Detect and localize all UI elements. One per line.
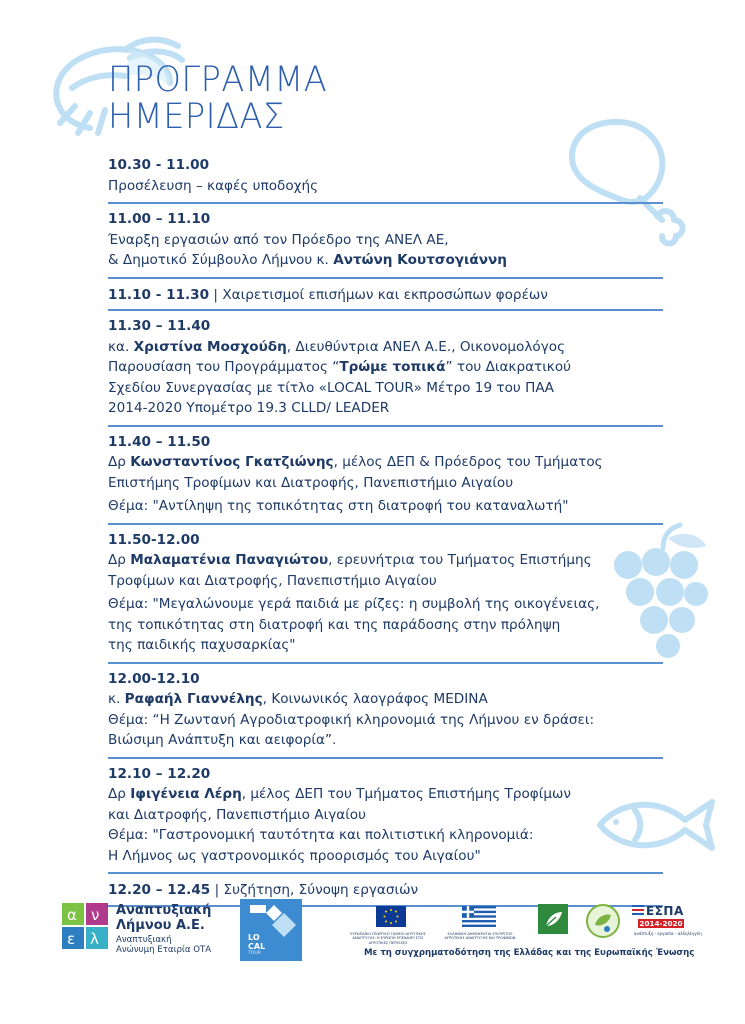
anel-name: [116, 903, 211, 955]
anel-subtitle-2: Ανώνυμη Εταιρία ΟΤΑ: [116, 945, 212, 955]
greek-ministry-caption: ΕΛΛΗΝΙΚΗ ΔΗΜΟΚΡΑΤΙΑ ΥΠΟΥΡΓΕΙΟ ΑΓΡΟΤΙΚΗΣ ΑΝΑΠΤΥΞΗΣ ΚΑΙ ΤΡΟΦΙΜΩΝ: [444, 932, 516, 941]
text-part: κ.: [108, 691, 125, 707]
item-time: 12.10 – 12.20: [108, 765, 211, 782]
anel-name-line-2: Λήμνου Α.Ε.: [116, 918, 205, 933]
local-tour-text: LO CAL: [248, 933, 266, 951]
item-topic: Θέμα: "Γαστρονομική ταυτότητα και πολιτιστική κληρονομιά:: [108, 827, 534, 843]
item-time: 11.40 – 11.50: [108, 433, 211, 450]
text-part: κα.: [108, 338, 134, 355]
item-topic: της τοπικότητας στη διατροφή και της παράδοσης στην πρόληψη: [108, 616, 561, 633]
text-part: , Κοινωνικός λαογράφος MEDINA: [262, 691, 488, 707]
item-topic: της παιδικής παχυσαρκίας": [108, 637, 296, 653]
title-line-2: ΗΜΕΡΙΔΑΣ: [108, 97, 285, 137]
speaker-name: Χριστίνα Μοσχούδη: [133, 338, 287, 355]
page-title: [108, 62, 327, 136]
cofinance-statement: Με τη συγχρηματοδότηση της Ελλάδας και της Ευρωπαϊκής Ένωσης: [364, 948, 695, 958]
program-item: [108, 204, 663, 279]
item-time: 11.10 - 11.30: [108, 286, 210, 303]
item-text: Προσέλευση – καφές υποδοχής: [108, 177, 319, 194]
anel-subtitle-1: Αναπτυξιακή: [116, 935, 172, 945]
greek-flag-icon: [462, 906, 496, 927]
item-text: Έναρξη εργασιών από τον Πρόεδρο της ΑΝΕΛ ΑΕ,: [108, 231, 449, 248]
speaker-name: Ραφαήλ Γιαννέλης: [124, 691, 263, 707]
text-part: Παρουσίαση του Προγράμματος “: [108, 359, 340, 375]
espa-subtitle: ανάπτυξη - εργασία - αλληλεγγύη: [634, 931, 702, 936]
text-part: Δρ: [108, 454, 131, 470]
item-description: Χαιρετισμοί επισήμων και εκπροσώπων φορέων: [222, 286, 548, 303]
text-part: ” του Διακρατικού: [445, 359, 572, 375]
eu-caption: ΕΥΡΩΠΑΪΚΟ ΓΕΩΡΓΙΚΟ ΤΑΜΕΙΟ ΑΓΡΟΤΙΚΗΣ ΑΝΑΠΤΥΞΗΣ: Η ΕΥΡΩΠΗ ΕΠΕΝΔΥΕΙ ΣΤΙΣ ΑΓΡΟΤΙΚΕΣ ΠΕΡΙΟΧΕΣ: [350, 932, 426, 945]
item-text: [108, 337, 663, 358]
item-text: Τροφίμων και Διατροφής, Πανεπιστήμιο Αιγαίου: [108, 572, 437, 589]
item-text: [108, 452, 663, 473]
footer-logos: [0, 895, 745, 1015]
item-topic: Θέμα: “Η Ζωντανή Αγροδιατροφική κληρονομιά της Λήμνου εν δράσει:: [108, 711, 595, 728]
espa-title: ΕΣΠΑ: [646, 904, 684, 918]
item-topic: Θέμα: "Μεγαλώνουμε γερά παιδιά με ρίζες: η συμβολή της οικογένειας,: [108, 596, 600, 612]
item-text: [108, 285, 663, 306]
item-text: [108, 357, 663, 378]
item-text: και Διατροφής, Πανεπιστήμιο Αιγαίου: [108, 806, 366, 823]
espa-stripes-icon: [632, 904, 646, 918]
svg-text:ε: ε: [67, 930, 76, 948]
item-text: Επιστήμης Τροφίμων και Διατροφής, Πανεπιστήμιο Αιγαίου: [108, 474, 514, 491]
item-text: [108, 550, 663, 571]
item-text: [108, 250, 663, 271]
speaker-name: Ιφιγένεια Λέρη: [130, 786, 242, 802]
program-item: [108, 664, 663, 759]
program-item: [108, 427, 663, 525]
leader-logo-icon: [538, 904, 568, 934]
item-time: 11.50-12.00: [108, 531, 200, 548]
title-line-1: ΠΡΟΓΡΑΜΜΑ: [108, 60, 328, 100]
item-topic: Θέμα: "Αντίληψη της τοπικότητας στη διατροφή του καταναλωτή": [108, 498, 569, 514]
item-time: 12.20 – 12.45: [108, 882, 211, 898]
text-part: Δρ: [108, 552, 131, 568]
espa-logo: [632, 904, 702, 938]
program-item: [108, 150, 663, 204]
text-part: & Δημοτικό Σύμβουλο Λήμνου κ.: [108, 252, 334, 268]
item-time: 12.00-12.10: [108, 670, 200, 687]
item-text: [108, 784, 663, 805]
local-tour-logo: [240, 899, 302, 961]
program-item: [108, 311, 663, 427]
espa-years: 2014-2020: [639, 919, 683, 928]
separator: |: [210, 882, 224, 898]
item-text: [108, 689, 663, 710]
program-item: [108, 525, 663, 664]
item-time: 11.00 – 11.10: [108, 211, 211, 227]
program-list: [108, 150, 663, 907]
text-part: , Διευθύντρια ΑΝΕΛ Α.Ε., Οικονομολόγος: [286, 338, 566, 355]
svg-text:α: α: [67, 906, 77, 924]
svg-text:ν: ν: [91, 906, 100, 924]
item-time: 10.30 - 11.00: [108, 157, 210, 173]
local-development-badge-icon: [585, 903, 621, 939]
speaker-name: Κωνσταντίνος Γκατζιώνης: [130, 454, 334, 470]
text-part: , ερευνήτρια του Τμήματος Επιστήμης: [328, 552, 592, 568]
anel-logo-icon: [62, 903, 108, 949]
text-part: , μέλος ΔΕΠ του Τμήματος Επιστήμης Τροφίμων: [241, 786, 571, 802]
program-name: Τρώμε τοπικά: [339, 359, 446, 375]
separator: |: [209, 286, 223, 303]
text-part: Δρ: [108, 786, 131, 802]
speaker-name: Αντώνη Κουτσογιάννη: [333, 252, 507, 268]
item-text: 2014-2020 Υπομέτρο 19.3 CLLD/ LEADER: [108, 400, 390, 416]
svg-text:λ: λ: [90, 930, 99, 948]
eu-flag-icon: [376, 906, 406, 927]
item-text: Σχεδίου Συνεργασίας με τίτλο «LOCAL TOUR» Μέτρο 19 του ΠΑΑ: [108, 379, 554, 396]
speaker-name: Μαλαματένια Παναγιώτου: [130, 552, 329, 568]
item-topic: Η Λήμνος ως γαστρονομικός προορισμός του Αιγαίου": [108, 847, 481, 864]
local-tour-sub: TOUR: [248, 951, 261, 956]
program-item: [108, 759, 663, 875]
item-description: Συζήτηση, Σύνοψη εργασιών: [223, 882, 419, 898]
anel-name-line-1: Αναπτυξιακή: [116, 903, 212, 918]
item-time: 11.30 – 11.40: [108, 318, 211, 334]
program-item: [108, 279, 663, 312]
item-topic: Βιώσιμη Ανάπτυξη και αειφορία”.: [108, 732, 337, 748]
text-part: , μέλος ΔΕΠ & Πρόεδρος του Τμήματος: [333, 454, 603, 470]
